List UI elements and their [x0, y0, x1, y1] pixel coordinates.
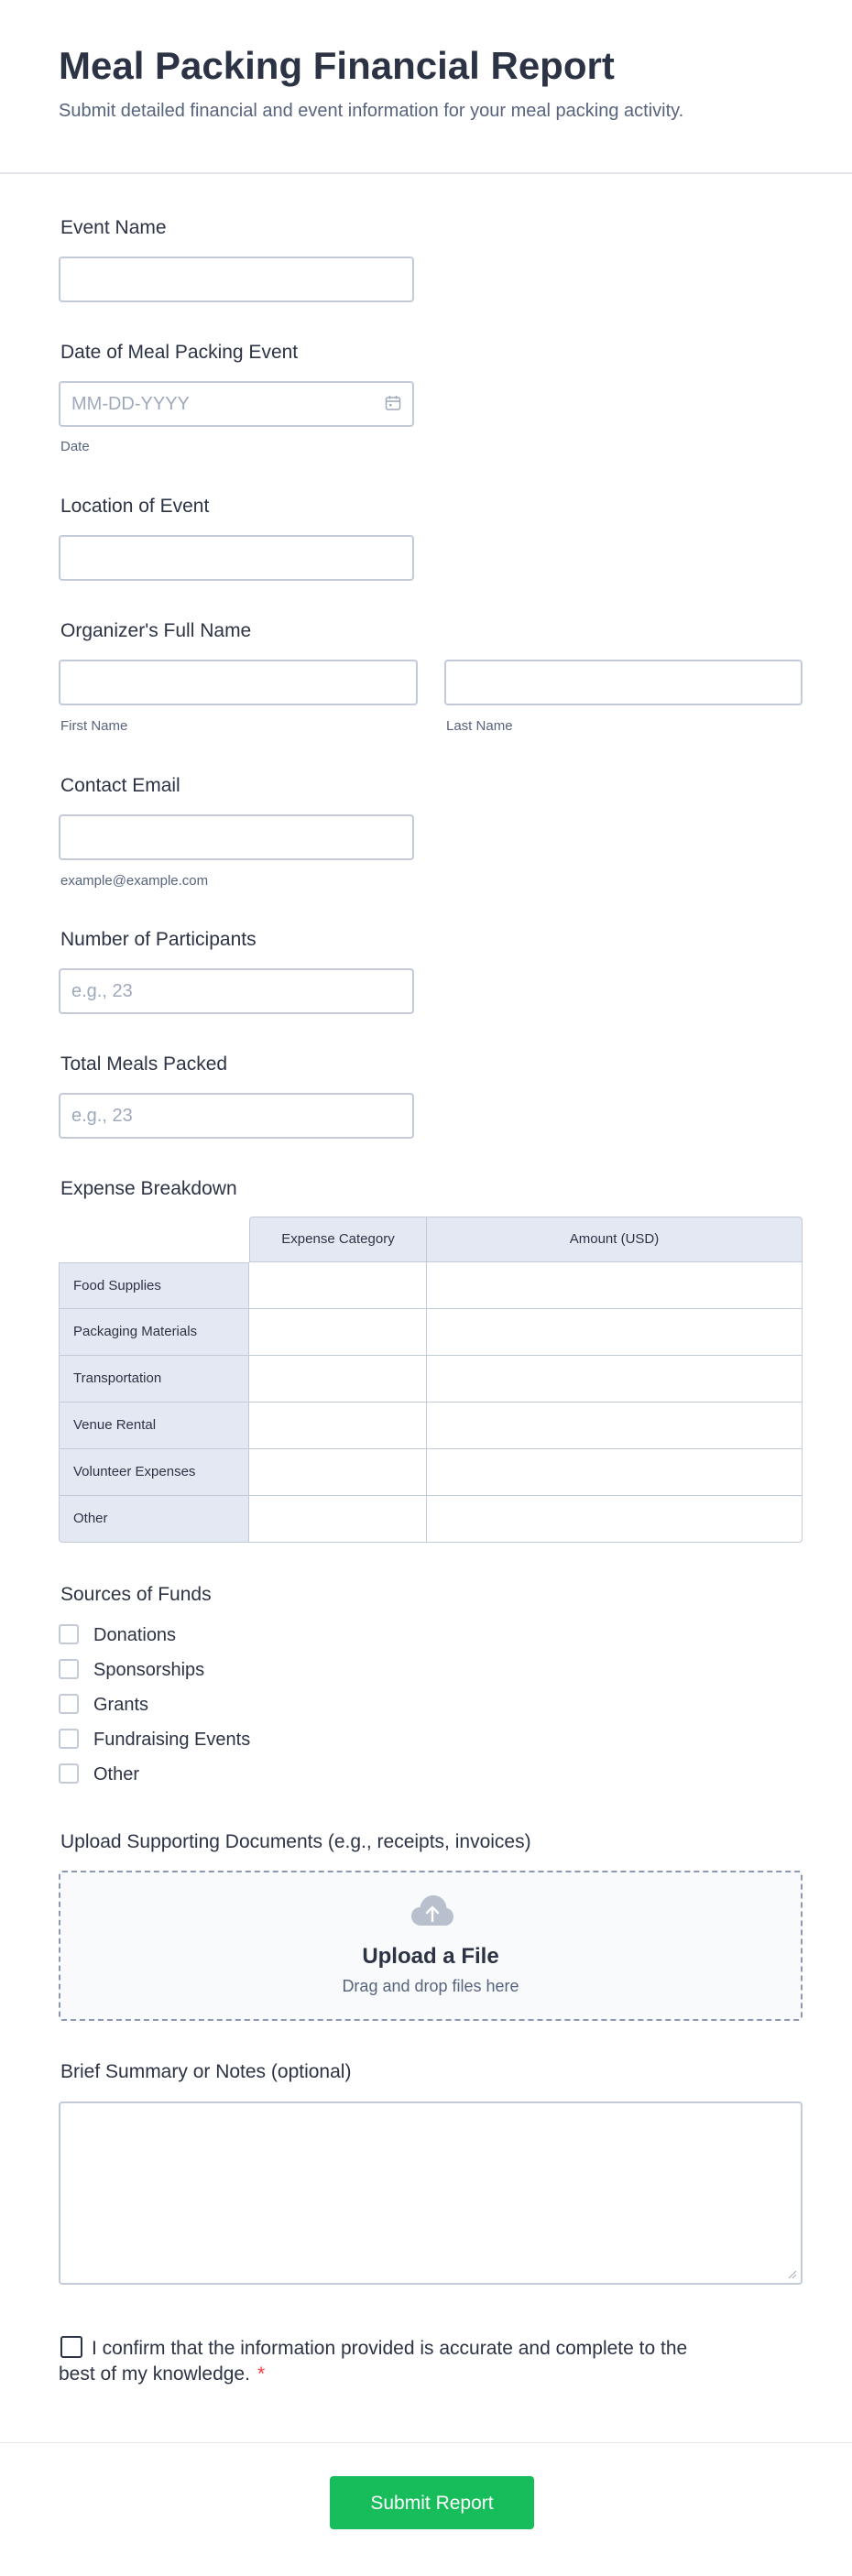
table-cell-volunteer-amount[interactable]: [427, 1449, 803, 1496]
table-row-header: Other: [59, 1496, 249, 1543]
notes-label: Brief Summary or Notes (optional): [60, 2061, 352, 2082]
expense-table: [59, 1217, 803, 1543]
checkbox[interactable]: [59, 1624, 79, 1644]
checkbox-label: Sponsorships: [93, 1660, 205, 1680]
participants-input[interactable]: [59, 968, 414, 1014]
expense-label: Expense Breakdown: [60, 1178, 237, 1199]
event-name-label: Event Name: [60, 217, 167, 238]
email-input[interactable]: [59, 814, 414, 860]
checkbox[interactable]: [59, 1763, 79, 1784]
meals-label: Total Meals Packed: [60, 1053, 228, 1075]
confirm-checkbox[interactable]: [60, 2336, 82, 2358]
notes-textarea[interactable]: [59, 2101, 803, 2285]
table-row-header: Food Supplies: [59, 1262, 249, 1309]
location-label: Location of Event: [60, 496, 210, 517]
table-row-header: Venue Rental: [59, 1403, 249, 1449]
table-cell-food-amount[interactable]: [427, 1262, 803, 1309]
event-date-sublabel: Date: [60, 439, 90, 454]
first-name-input[interactable]: [59, 660, 418, 705]
participants-label: Number of Participants: [60, 929, 257, 950]
required-mark: *: [257, 2363, 266, 2385]
table-cell-other-amount[interactable]: [427, 1496, 803, 1543]
first-name-sublabel: First Name: [60, 718, 128, 734]
last-name-input[interactable]: [444, 660, 803, 705]
event-date-placeholder: MM-DD-YYYY: [71, 394, 190, 414]
email-label: Contact Email: [60, 775, 180, 796]
table-cell-food-category[interactable]: [249, 1262, 427, 1309]
table-row-header: Transportation: [59, 1356, 249, 1403]
event-name-input[interactable]: [59, 257, 414, 302]
email-sublabel: example@example.com: [60, 873, 209, 889]
table-cell-transportation-amount[interactable]: [427, 1356, 803, 1403]
organizer-label: Organizer's Full Name: [60, 620, 252, 641]
upload-label: Upload Supporting Documents (e.g., receipts, invoices): [60, 1831, 531, 1852]
event-date-label: Date of Meal Packing Event: [60, 342, 299, 363]
table-cell-packaging-category[interactable]: [249, 1309, 427, 1356]
checkbox-label: Donations: [93, 1625, 177, 1645]
checkbox[interactable]: [59, 1659, 79, 1679]
form-footer: [0, 2442, 852, 2576]
table-cell-venue-amount[interactable]: [427, 1403, 803, 1449]
file-upload-dropzone[interactable]: [59, 1871, 803, 2021]
event-date-input[interactable]: [59, 381, 414, 427]
funds-label: Sources of Funds: [60, 1584, 212, 1605]
calendar-icon[interactable]: [385, 395, 401, 411]
table-cell-packaging-amount[interactable]: [427, 1309, 803, 1356]
location-input[interactable]: [59, 535, 414, 581]
table-cell-volunteer-category[interactable]: [249, 1449, 427, 1496]
checkbox[interactable]: [59, 1729, 79, 1749]
checkbox[interactable]: [59, 1694, 79, 1714]
table-cell-other-category[interactable]: [249, 1496, 427, 1543]
upload-subtitle: Drag and drop files here: [342, 1977, 519, 1995]
page-subtitle: Submit detailed financial and event information for your meal packing activity.: [59, 101, 684, 121]
column-header-category: Expense Category: [249, 1217, 427, 1262]
cloud-upload-icon: [410, 1893, 454, 1929]
last-name-sublabel: Last Name: [446, 718, 513, 734]
confirm-text: I confirm that the information provided is accurate and complete to the best of my knowledge.: [59, 2338, 688, 2385]
checkbox-label: Grants: [93, 1695, 149, 1715]
checkbox-label: Fundraising Events: [93, 1730, 251, 1750]
meals-placeholder: e.g., 23: [71, 1106, 133, 1126]
submit-button[interactable]: Submit Report: [330, 2476, 534, 2529]
form-header: [0, 0, 852, 174]
table-row-header: Packaging Materials: [59, 1309, 249, 1356]
table-cell-transportation-category[interactable]: [249, 1356, 427, 1403]
column-header-amount: Amount (USD): [427, 1217, 803, 1262]
confirm-statement: [59, 2336, 718, 2387]
page-title: Meal Packing Financial Report: [59, 44, 615, 87]
participants-placeholder: e.g., 23: [71, 981, 133, 1001]
table-cell-venue-category[interactable]: [249, 1403, 427, 1449]
table-row-header: Volunteer Expenses: [59, 1449, 249, 1496]
resize-handle-icon[interactable]: [788, 2270, 797, 2279]
meals-input[interactable]: [59, 1093, 414, 1139]
checkbox-label: Other: [93, 1764, 140, 1785]
upload-title: Upload a File: [362, 1944, 499, 1969]
